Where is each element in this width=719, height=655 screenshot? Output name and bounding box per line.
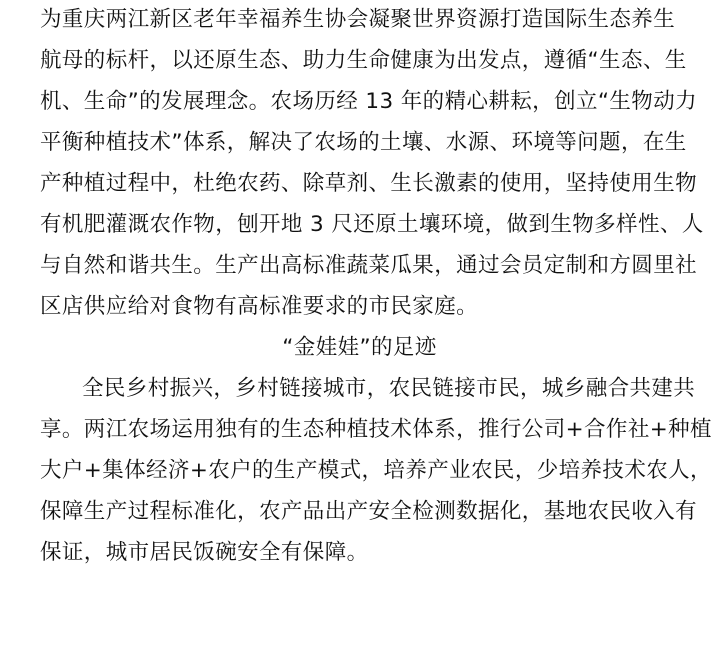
paragraph-1-line: 产种植过程中，杜绝农药、除草剂、生长激素的使用，坚持使用生物 bbox=[40, 171, 698, 196]
section-heading: “金娃娃”的足迹 bbox=[282, 335, 437, 360]
paragraph-2-line: 大户+集体经济+农户的生产模式，培养产业农民，少培养技术农人， bbox=[40, 458, 712, 483]
paragraph-1-line: 平衡种植技术”体系，解决了农场的土壤、水源、环境等问题，在生 bbox=[40, 130, 687, 155]
paragraph-1-line: 为重庆两江新区老年幸福养生协会凝聚世界资源打造国际生态养生 bbox=[40, 7, 676, 32]
paragraph-2-line: 保证，城市居民饭碗安全有保障。 bbox=[40, 540, 369, 565]
paragraph-1-line: 区店供应给对食物有高标准要求的市民家庭。 bbox=[40, 294, 479, 319]
paragraph-1-line: 与自然和谐共生。生产出高标准蔬菜瓜果，通过会员定制和方圆里社 bbox=[40, 253, 698, 278]
paragraph-1-line: 有机肥灌溉农作物，刨开地 3 尺还原土壤环境，做到生物多样性、人 bbox=[40, 212, 704, 237]
paragraph-1-line: 航母的标杆，以还原生态、助力生命健康为出发点，遵循“生态、生 bbox=[40, 48, 687, 73]
paragraph-1-line: 机、生命”的发展理念。农场历经 13 年的精心耕耘，创立“生物动力 bbox=[40, 89, 698, 114]
paragraph-2-line: 保障生产过程标准化，农产品出产安全检测数据化，基地农民收入有 bbox=[40, 499, 698, 524]
paragraph-2-line: 享。两江农场运用独有的生态种植技术体系，推行公司+合作社+种植 bbox=[40, 417, 712, 442]
paragraph-2-line: 全民乡村振兴，乡村链接城市，农民链接市民，城乡融合共建共 bbox=[82, 376, 696, 401]
